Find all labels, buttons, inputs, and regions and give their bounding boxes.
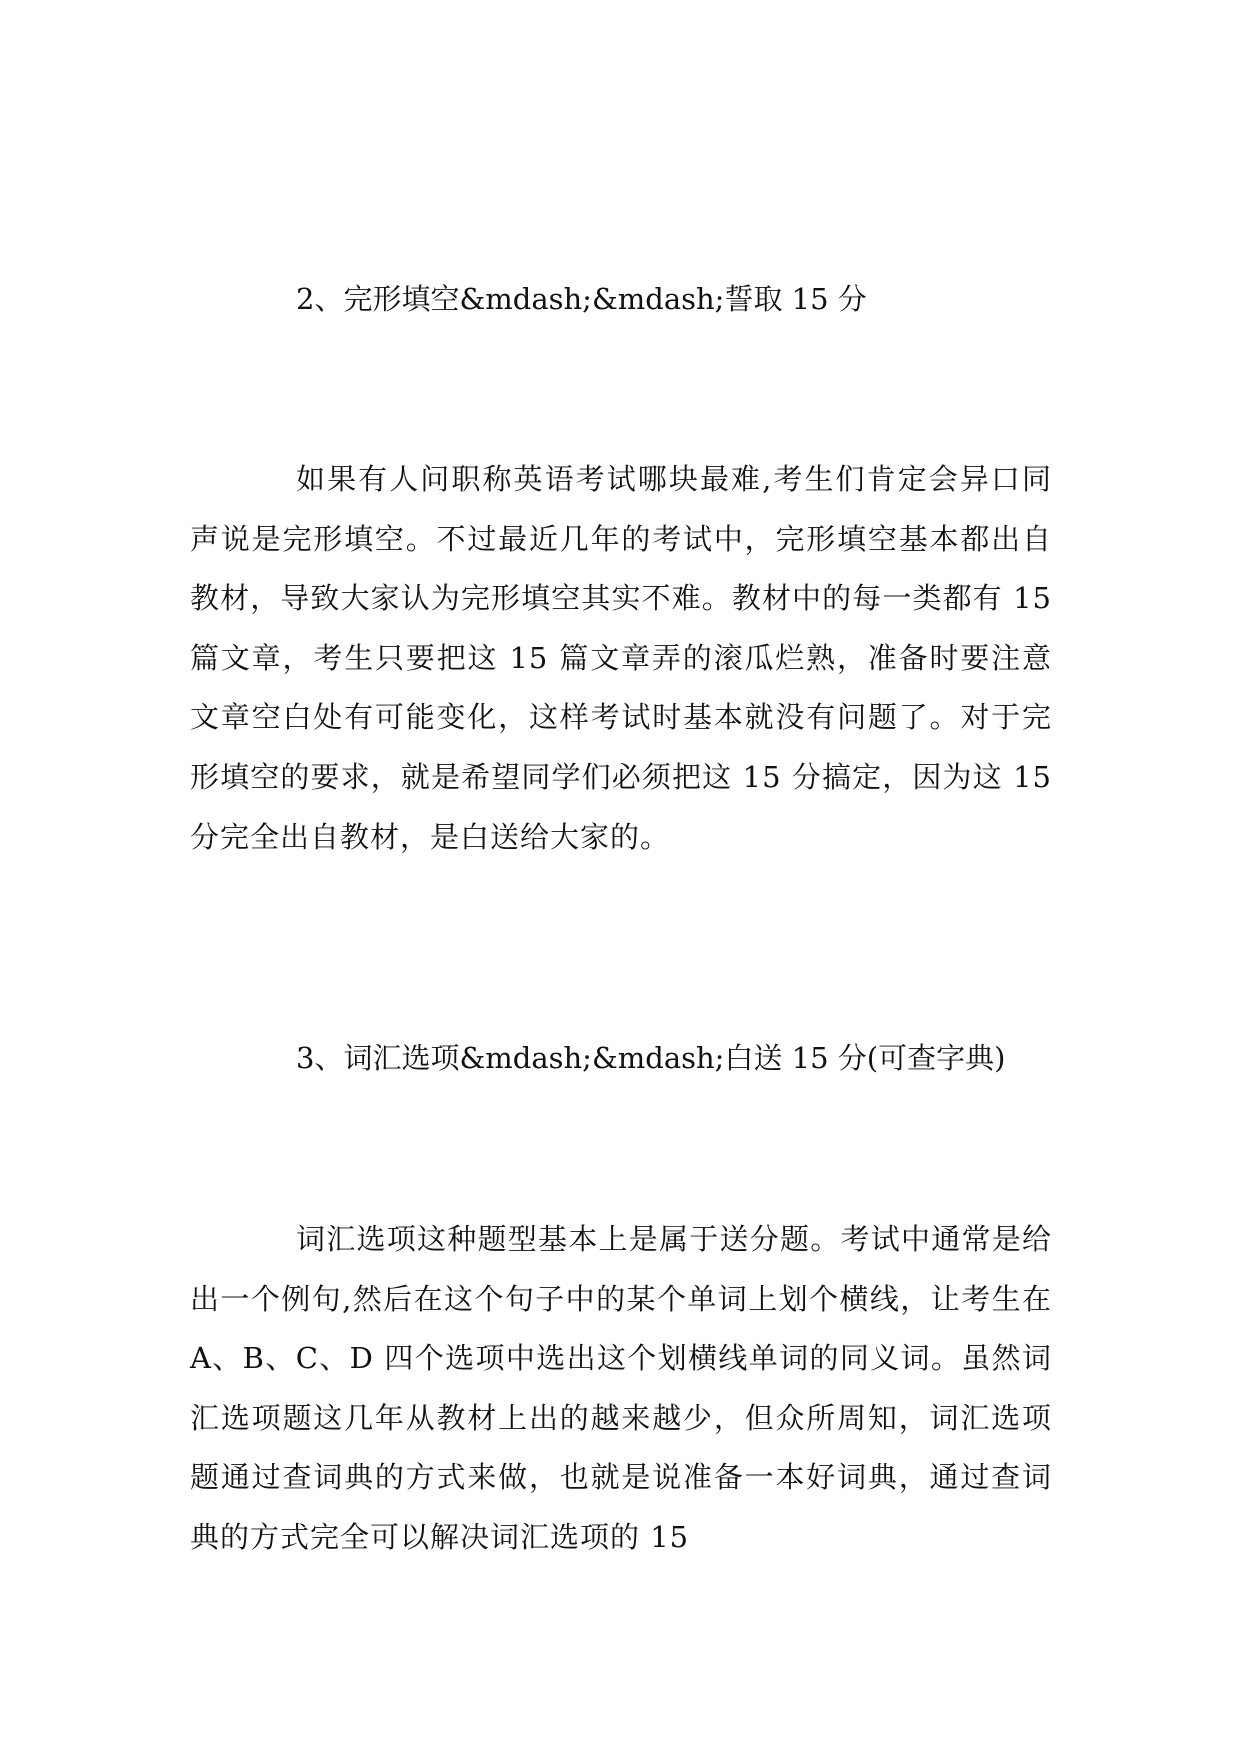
section-heading-vocabulary: 3、词汇选项&mdash;&mdash;白送 15 分(可查字典) [296, 1041, 1006, 1075]
section-heading-cloze: 2、完形填空&mdash;&mdash;誓取 15 分 [296, 282, 867, 316]
section-paragraph-cloze: 如果有人问职称英语考试哪块最难,考生们肯定会异口同声说是完形填空。不过最近几年的考试中，完形填空基本都出自教材，导致大家认为完形填空其实不难。教材中的每一类都有 15 篇文章，考生只要把这 15 篇文章弄的滚瓜烂熟，准备时要注意文章空白处有可能变化，这样考试时基本就没有问题了。对于完形填空的要求，就是希望同学们必须把这 15 分搞定，因为这 15 分完全出自教材，是白送给大家的。 [190, 462, 1052, 854]
section-paragraph-vocabulary: 词汇选项这种题型基本上是属于送分题。考试中通常是给出一个例句,然后在这个句子中的某个单词上划个横线，让考生在 A、B、C、D 四个选项中选出这个划横线单词的同义词。虽然词汇选项题这几年从教材上出的越来越少，但众所周知，词汇选项题通过查词典的方式来做，也就是说准备一本好词典，通过查词典的方式完全可以解决词汇选项的 15 [190, 1222, 1052, 1554]
